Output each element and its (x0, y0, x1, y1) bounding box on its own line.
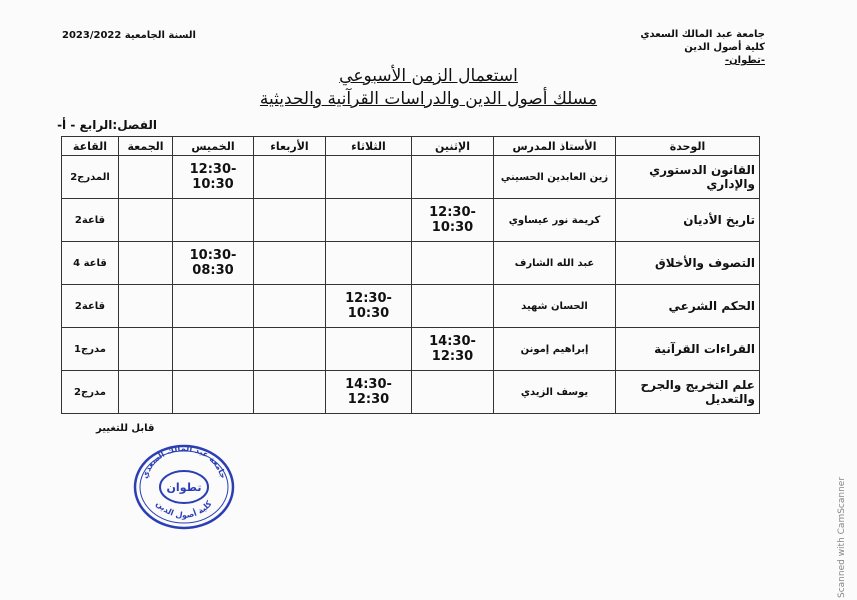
professor-cell: الحسان شهيد (494, 285, 616, 328)
academic-year: السنة الجامعية 2023/2022 (62, 30, 196, 41)
monday-cell (412, 371, 494, 414)
wednesday-cell (254, 328, 326, 371)
column-header: الأستاذ المدرس (494, 137, 616, 156)
table-header-row (62, 137, 760, 156)
column-header: الإثنين (412, 137, 494, 156)
university-stamp-icon (132, 443, 236, 531)
tuesday-cell: 14:30-12:30 (326, 371, 412, 414)
column-header: الوحدة (616, 137, 760, 156)
professor-cell: إبراهيم إمونن (494, 328, 616, 371)
thursday-cell (173, 328, 254, 371)
wednesday-cell (254, 371, 326, 414)
table-row (62, 328, 760, 371)
unit-cell: القانون الدستوري والإداري (616, 156, 760, 199)
thursday-cell: 10:30-08:30 (173, 242, 254, 285)
unit-cell: علم التخريج والجرح والتعديل (616, 371, 760, 414)
schedule-table (61, 136, 760, 414)
room-cell: قاعة 4 (62, 242, 119, 285)
unit-cell: القراءات القرآنية (616, 328, 760, 371)
faculty-name: كلية أصول الدين (684, 42, 765, 53)
tuesday-cell (326, 242, 412, 285)
table-row (62, 156, 760, 199)
room-cell: المدرج2 (62, 156, 119, 199)
stamp-center-text: تطوان (166, 481, 202, 494)
table-row (62, 199, 760, 242)
thursday-cell (173, 285, 254, 328)
friday-cell (119, 328, 173, 371)
column-header: القاعة (62, 137, 119, 156)
tuesday-cell: 12:30-10:30 (326, 285, 412, 328)
column-header: الخميس (173, 137, 254, 156)
friday-cell (119, 371, 173, 414)
thursday-cell (173, 371, 254, 414)
monday-cell: 12:30-10:30 (412, 199, 494, 242)
room-cell: مدرج2 (62, 371, 119, 414)
city-name: -تطوان- (724, 55, 765, 66)
unit-cell: تاريخ الأديان (616, 199, 760, 242)
page-title: استعمال الزمن الأسبوعي (339, 66, 518, 86)
stamp-outer-text: جامعة عبد المالك السعدي (140, 443, 228, 480)
institution-header (640, 28, 765, 67)
professor-cell: كريمة نور عيساوي (494, 199, 616, 242)
table-row (62, 242, 760, 285)
svg-text:جامعة عبد المالك السعدي (140, 444, 228, 480)
wednesday-cell (254, 156, 326, 199)
monday-cell (412, 285, 494, 328)
university-name: جامعة عبد المالك السعدي (640, 29, 765, 40)
professor-cell: عبد الله الشارف (494, 242, 616, 285)
friday-cell (119, 156, 173, 199)
column-header: الجمعة (119, 137, 173, 156)
unit-cell: التصوف والأخلاق (616, 242, 760, 285)
monday-cell (412, 156, 494, 199)
professor-cell: زين العابدين الحسيني (494, 156, 616, 199)
friday-cell (119, 242, 173, 285)
professor-cell: يوسف الزيدي (494, 371, 616, 414)
column-header: الثلاثاء (326, 137, 412, 156)
semester-label: الفصل:الرابع - أ- (57, 118, 157, 132)
tuesday-cell (326, 328, 412, 371)
room-cell: قاعة2 (62, 199, 119, 242)
change-note: قابل للتغيير (96, 423, 155, 434)
stamp-bottom-text: كلية أصول الدين (154, 499, 214, 520)
thursday-cell (173, 199, 254, 242)
monday-cell (412, 242, 494, 285)
tuesday-cell (326, 156, 412, 199)
wednesday-cell (254, 285, 326, 328)
page-subtitle: مسلك أصول الدين والدراسات القرآنية والحديثية (259, 89, 598, 109)
table-row (62, 371, 760, 414)
column-header: الأربعاء (254, 137, 326, 156)
watermark-text: Scanned with CamScanner (837, 476, 847, 598)
friday-cell (119, 285, 173, 328)
room-cell: قاعة2 (62, 285, 119, 328)
friday-cell (119, 199, 173, 242)
thursday-cell: 12:30-10:30 (173, 156, 254, 199)
monday-cell: 14:30-12:30 (412, 328, 494, 371)
tuesday-cell (326, 199, 412, 242)
table-row (62, 285, 760, 328)
camscanner-watermark (832, 430, 848, 600)
wednesday-cell (254, 199, 326, 242)
wednesday-cell (254, 242, 326, 285)
room-cell: مدرج1 (62, 328, 119, 371)
unit-cell: الحكم الشرعي (616, 285, 760, 328)
